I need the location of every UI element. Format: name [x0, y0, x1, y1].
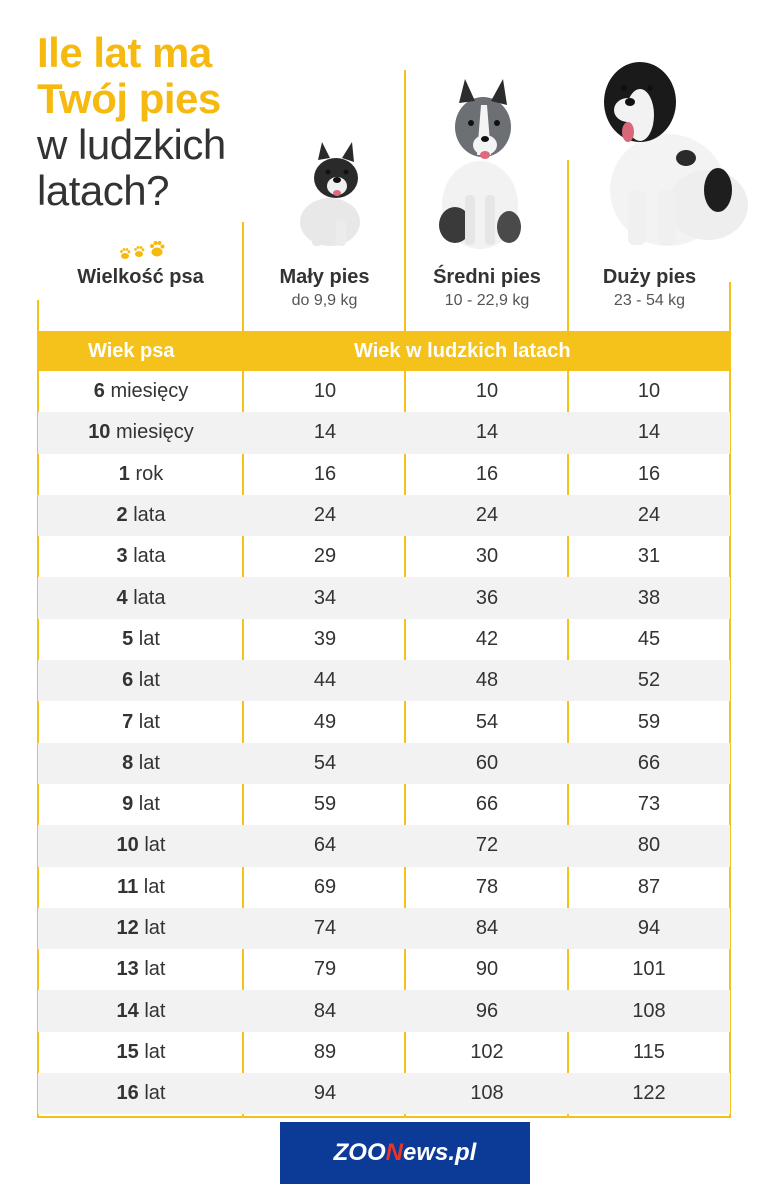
size-label: Wielkość psa: [77, 266, 204, 288]
medium-dog-age-cell: 14: [475, 421, 499, 444]
dog-age-cell: 1 rok: [118, 462, 164, 485]
table-row: [38, 412, 730, 453]
medium-dog-age-cell: 66: [475, 793, 499, 816]
table-row: [38, 495, 730, 536]
table-row: [38, 825, 730, 866]
page-title: [37, 30, 226, 214]
table-row: [38, 619, 730, 660]
large-dog-age-cell: 66: [637, 751, 661, 774]
title-line-3: w ludzkich: [37, 121, 226, 168]
dog-age-cell: 14 lat: [116, 999, 166, 1022]
medium-dog-age-cell: 54: [475, 710, 499, 733]
table-row: [38, 1073, 730, 1114]
dog-age-cell: 12 lat: [116, 917, 166, 939]
dog-age-cell: 10 miesięcy: [88, 421, 194, 444]
small-dog-age-cell: 84: [313, 999, 337, 1022]
zoonews-logo: ZOO N ews.pl: [280, 1122, 530, 1184]
medium-dog-age-cell: 102: [470, 1040, 504, 1063]
small-dog-age-cell: 44: [313, 669, 337, 692]
large-dog-name: Duży pies: [602, 266, 697, 288]
dog-age-cell: 16 lat: [116, 1082, 166, 1105]
dog-age-cell: 3 lata: [116, 545, 166, 568]
dog-age-heading: Wiek psa: [88, 340, 175, 362]
medium-dog-age-cell: 36: [475, 586, 499, 609]
title-line-4: latach?: [37, 167, 169, 214]
small-dog-age-cell: 34: [313, 586, 337, 609]
dog-age-cell: 9 lat: [122, 793, 160, 816]
large-dog-age-cell: 122: [632, 1082, 666, 1105]
medium-dog-name: Średni pies: [433, 266, 541, 288]
medium-dog-age-cell: 108: [470, 1082, 504, 1105]
table-row: [38, 743, 730, 784]
small-dog-weight: do 9,9 kg: [291, 292, 358, 309]
medium-dog-age-cell: 90: [475, 958, 499, 981]
medium-dog-age-cell: 48: [475, 669, 499, 692]
medium-dog-age-cell: 84: [475, 917, 499, 939]
table-row: [38, 867, 730, 908]
small-dog-header: [244, 266, 405, 310]
small-dog-age-cell: 29: [313, 545, 337, 568]
small-dog-image: [290, 140, 370, 255]
small-dog-age-cell: 89: [313, 1040, 337, 1063]
large-dog-age-cell: 80: [637, 834, 661, 857]
small-dog-age-cell: 69: [313, 875, 337, 898]
medium-dog-age-cell: 96: [475, 999, 499, 1022]
large-dog-age-cell: 10: [637, 380, 661, 403]
table-row: [38, 1032, 730, 1073]
large-dog-weight: 23 - 54 kg: [613, 292, 686, 309]
large-dog-age-cell: 38: [637, 586, 661, 609]
age-table: [38, 371, 730, 1114]
large-dog-age-cell: 115: [633, 1040, 665, 1063]
small-dog-age-cell: 59: [313, 793, 337, 816]
large-dog-age-cell: 101: [632, 958, 666, 981]
medium-dog-age-cell: 30: [475, 545, 499, 568]
paw-prints-icon: [118, 240, 168, 262]
small-dog-age-cell: 54: [313, 751, 337, 774]
medium-dog-age-cell: 24: [475, 504, 499, 527]
table-row: [38, 454, 730, 495]
title-line-2: Twój pies: [37, 75, 221, 122]
large-dog-age-cell: 94: [637, 917, 661, 939]
small-dog-age-cell: 74: [313, 917, 337, 939]
small-dog-age-cell: 49: [313, 710, 337, 733]
human-age-heading: Wiek w ludzkich latach: [354, 340, 571, 362]
large-dog-age-cell: 73: [637, 793, 661, 816]
dog-age-cell: 6 miesięcy: [93, 380, 189, 403]
table-row: [38, 577, 730, 618]
large-dog-age-cell: 14: [637, 421, 661, 444]
table-row: [38, 371, 730, 412]
table-row: [38, 908, 730, 949]
dog-age-cell: 15 lat: [116, 1040, 166, 1063]
medium-dog-age-cell: 16: [475, 462, 499, 485]
small-dog-age-cell: 24: [313, 504, 337, 527]
large-dog-image: [598, 40, 758, 255]
small-dog-age-cell: 64: [313, 834, 337, 857]
medium-dog-age-cell: 60: [475, 751, 499, 774]
medium-dog-age-cell: 10: [475, 380, 499, 403]
dog-age-cell: 5 lat: [122, 627, 160, 650]
small-dog-age-cell: 39: [313, 627, 337, 650]
large-dog-header: [569, 266, 730, 310]
large-dog-age-cell: 16: [637, 462, 661, 485]
small-dog-age-cell: 14: [313, 421, 337, 444]
table-row: [38, 949, 730, 990]
table-row: [38, 536, 730, 577]
large-dog-age-cell: 24: [637, 504, 661, 527]
medium-dog-age-cell: 78: [475, 875, 499, 898]
large-dog-age-cell: 52: [637, 669, 661, 692]
header-bar: [38, 331, 730, 371]
dog-age-cell: 10 lat: [116, 834, 166, 857]
large-dog-age-cell: 45: [637, 627, 661, 650]
medium-dog-header: [406, 266, 568, 310]
medium-dog-age-cell: 42: [475, 627, 499, 650]
large-dog-age-cell: 87: [637, 875, 661, 898]
large-dog-age-cell: 108: [632, 999, 666, 1022]
table-row: [38, 701, 730, 742]
title-line-1: Ile lat ma: [37, 29, 212, 76]
dog-age-cell: 6 lat: [122, 669, 160, 692]
dog-age-cell: 7 lat: [122, 710, 160, 733]
divider-bottom: [37, 1116, 731, 1118]
dog-age-cell: 4 lata: [116, 586, 166, 609]
medium-dog-image: [425, 75, 535, 255]
large-dog-age-cell: 59: [637, 710, 661, 733]
medium-dog-weight: 10 - 22,9 kg: [444, 292, 530, 309]
dog-age-cell: 11 lat: [117, 875, 165, 898]
table-row: [38, 990, 730, 1031]
small-dog-age-cell: 79: [313, 958, 337, 981]
table-row: [38, 660, 730, 701]
small-dog-age-cell: 94: [313, 1082, 337, 1105]
small-dog-age-cell: 10: [313, 380, 337, 403]
dog-age-cell: 2 lata: [116, 504, 166, 527]
small-dog-age-cell: 16: [313, 462, 337, 485]
large-dog-age-cell: 31: [637, 545, 661, 568]
table-row: [38, 784, 730, 825]
medium-dog-age-cell: 72: [475, 834, 499, 857]
dog-age-cell: 8 lat: [122, 751, 160, 774]
dog-age-cell: 13 lat: [116, 958, 166, 981]
small-dog-name: Mały pies: [279, 266, 370, 288]
